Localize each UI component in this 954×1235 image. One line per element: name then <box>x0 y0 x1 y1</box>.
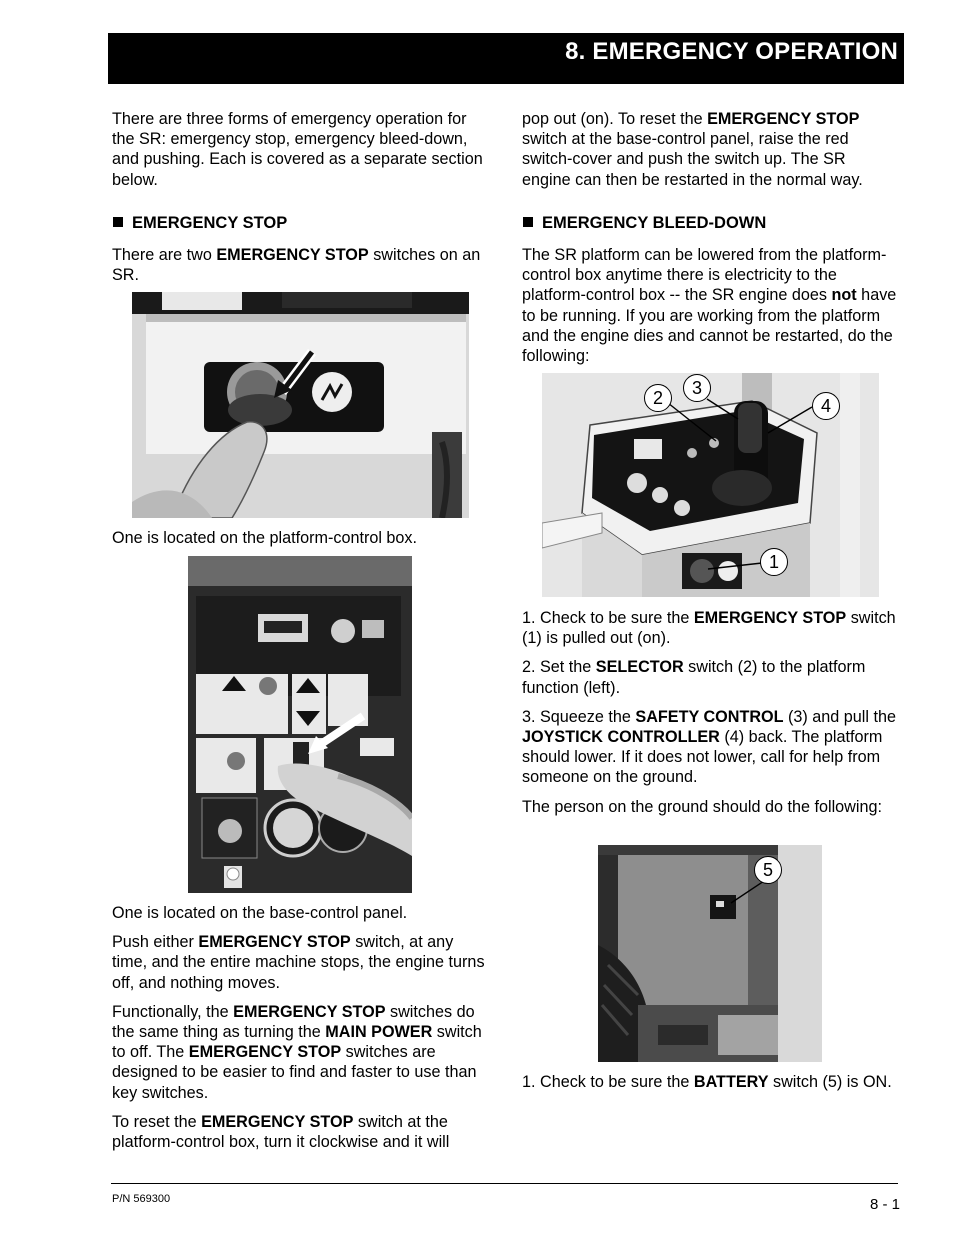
emergency-stop-heading <box>113 214 287 233</box>
stop-intro-paragraph: There are two EMERGENCY STOP switches on an SR. <box>112 246 481 285</box>
page-title: 8. EMERGENCY OPERATION <box>565 38 898 65</box>
steps-block <box>522 608 898 826</box>
part-number: P/N 569300 <box>112 1193 171 1205</box>
bullet-square-icon <box>523 217 533 227</box>
heading-text: EMERGENCY STOP <box>132 214 288 232</box>
push-paragraph: Push either EMERGENCY STOP switch, at any time, and the entire machine stops, the engine turns off, and nothing moves. <box>112 933 485 992</box>
intro-paragraph: There are three forms of emergency operation for the SR: emergency stop, emergency bleed-down, and pushing. Each is covered as a separate section below. <box>112 110 483 189</box>
footer-divider <box>111 1183 898 1184</box>
bleed-intro-block <box>522 245 898 375</box>
page-number: 8 - 1 <box>869 1196 900 1213</box>
step-2: 2. Set the SELECTOR switch (2) to the platform function (left). <box>522 658 866 697</box>
ground-steps-block <box>522 1072 898 1101</box>
base-control-panel-photo <box>188 556 412 893</box>
ground-intro: The person on the ground should do the following: <box>522 797 882 816</box>
heading-text: EMERGENCY BLEED-DOWN <box>542 214 767 232</box>
continuation-paragraph: pop out (on). To reset the EMERGENCY STOP switch at the base-control panel, raise the red switch-cover and push the switch up. The SR engine can then be restarted in the normal way. <box>522 110 863 189</box>
platform-control-box-photo <box>132 292 469 518</box>
ground-step-1: 1. Check to be sure the BATTERY switch (5) is ON. <box>522 1073 892 1091</box>
caption-platform <box>112 528 488 557</box>
bullet-square-icon <box>113 217 123 227</box>
battery-switch-photo <box>598 845 822 1062</box>
reset-paragraph: To reset the EMERGENCY STOP switch at the platform-control box, turn it clockwise and it will <box>112 1112 450 1152</box>
caption-text: One is located on the platform-control box. <box>112 529 418 547</box>
step-1: 1. Check to be sure the EMERGENCY STOP switch (1) is pulled out (on). <box>522 609 896 648</box>
caption-base: One is located on the base-control panel. <box>112 904 408 922</box>
callout-5: 5 <box>754 856 782 884</box>
step-3: 3. Squeeze the SAFETY CONTROL (3) and pull the JOYSTICK CONTROLLER (4) back. The platform should lower. If it does not lower, call for help from someone on the ground. <box>522 707 896 787</box>
stop-intro-block <box>112 245 488 294</box>
intro-block <box>112 109 488 199</box>
function-paragraph: Functionally, the EMERGENCY STOP switches do the same thing as turning the MAIN POWER switch to off. The EMERGENCY STOP switches are designed to be easier to find and faster to use than key switches. <box>112 1002 482 1102</box>
continuation-block <box>522 109 898 199</box>
emergency-bleed-down-heading <box>523 214 766 233</box>
section-banner <box>108 33 904 84</box>
callout-2: 2 <box>644 384 672 412</box>
bleed-intro-paragraph: The SR platform can be lowered from the platform-control box anytime there is electricity to the platform-control box -- the SR engine does not have to be running. If you are working from the platform and the engine dies and cannot be restarted, do the following: <box>522 246 897 366</box>
callout-3: 3 <box>683 374 711 402</box>
text-block-left-lower <box>112 903 488 1161</box>
callout-1: 1 <box>760 548 788 576</box>
callout-4: 4 <box>812 392 840 420</box>
